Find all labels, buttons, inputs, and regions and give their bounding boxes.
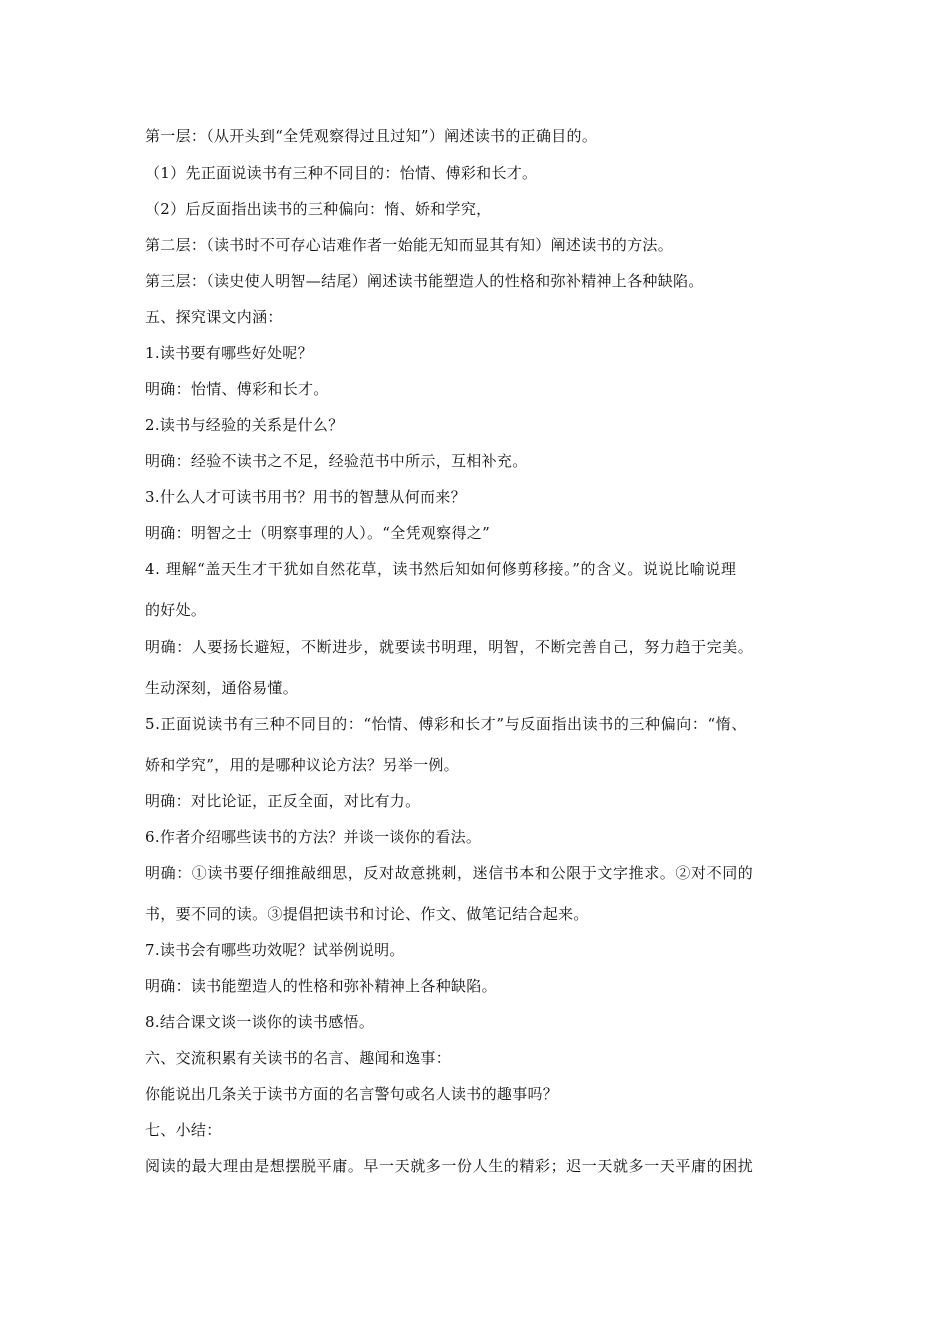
text-line: 第二层：（读书时不可存心诘难作者一始能无知而显其有知）阐述读书的方法。 (145, 236, 674, 254)
section-heading: 七、小结： (145, 1121, 222, 1139)
answer-line: 明确：明智之士（明察事理的人）。“全凭观察得之” (145, 524, 491, 542)
question-line-continued: 娇和学究”，用的是哪种议论方法？另举一例。 (145, 756, 459, 774)
text-line: 第一层：（从开头到“全凭观察得过且过知”）阐述读书的正确目的。 (145, 127, 598, 145)
question-line: 5.正面说读书有三种不同目的：“怡情、傅彩和长才”与反面指出读书的三种偏向：“惰、 (145, 715, 747, 733)
question-line: 6.作者介绍哪些读书的方法？并谈一谈你的看法。 (145, 828, 482, 846)
text-line: （2）后反面指出读书的三种偏向：惰、娇和学究， (145, 200, 492, 218)
answer-line-continued: 生动深刻，通俗易懂。 (145, 679, 299, 697)
answer-line: 明确：人要扬长避短，不断进步，就要读书明理，明智，不断完善自己，努力趋于完美。 (145, 638, 754, 656)
answer-line: 明确：对比论证，正反全面，对比有力。 (145, 792, 421, 810)
question-line-continued: 的好处。 (145, 601, 207, 619)
answer-line: 明确：经验不读书之不足，经验范书中所示，互相补充。 (145, 452, 528, 470)
section-heading: 六、交流积累有关读书的名言、趣闻和逸事： (145, 1049, 452, 1067)
answer-line-continued: 书，要不同的读。③提倡把读书和讨论、作文、做笔记结合起来。 (145, 905, 589, 923)
text-line: 你能说出几条关于读书方面的名言警句或名人读书的趣事吗？ (145, 1085, 559, 1103)
question-line: 2.读书与经验的关系是什么？ (145, 416, 344, 434)
answer-line: 明确：读书能塑造人的性格和弥补精神上各种缺陷。 (145, 977, 497, 995)
question-line: 7.读书会有哪些功效呢？试举例说明。 (145, 941, 405, 959)
question-line: 3.什么人才可读书用书？用书的智慧从何而来？ (145, 488, 466, 506)
question-line: 4. 理解“盖天生才干犹如自然花草，读书然后知如何修剪移接。”的含义。说说比喻说理 (145, 560, 737, 578)
text-line: （1）先正面说读书有三种不同目的：怡情、傅彩和长才。 (145, 164, 538, 182)
section-heading: 五、探究课文内涵： (145, 308, 283, 326)
answer-line: 明确：怡情、傅彩和长才。 (145, 380, 329, 398)
answer-line: 明确：①读书要仔细推敲细思，反对故意挑刺，迷信书本和公限于文字推求。②对不同的 (145, 864, 754, 882)
question-line: 8.结合课文谈一谈你的读书感悟。 (145, 1013, 375, 1031)
text-line: 阅读的最大理由是想摆脱平庸。早一天就多一份人生的精彩；迟一天就多一天平庸的困扰 (145, 1157, 754, 1175)
text-line: 第三层：（读史使人明智—结尾）阐述读书能塑造人的性格和弥补精神上各种缺陷。 (145, 272, 704, 290)
question-line: 1.读书要有哪些好处呢？ (145, 344, 313, 362)
